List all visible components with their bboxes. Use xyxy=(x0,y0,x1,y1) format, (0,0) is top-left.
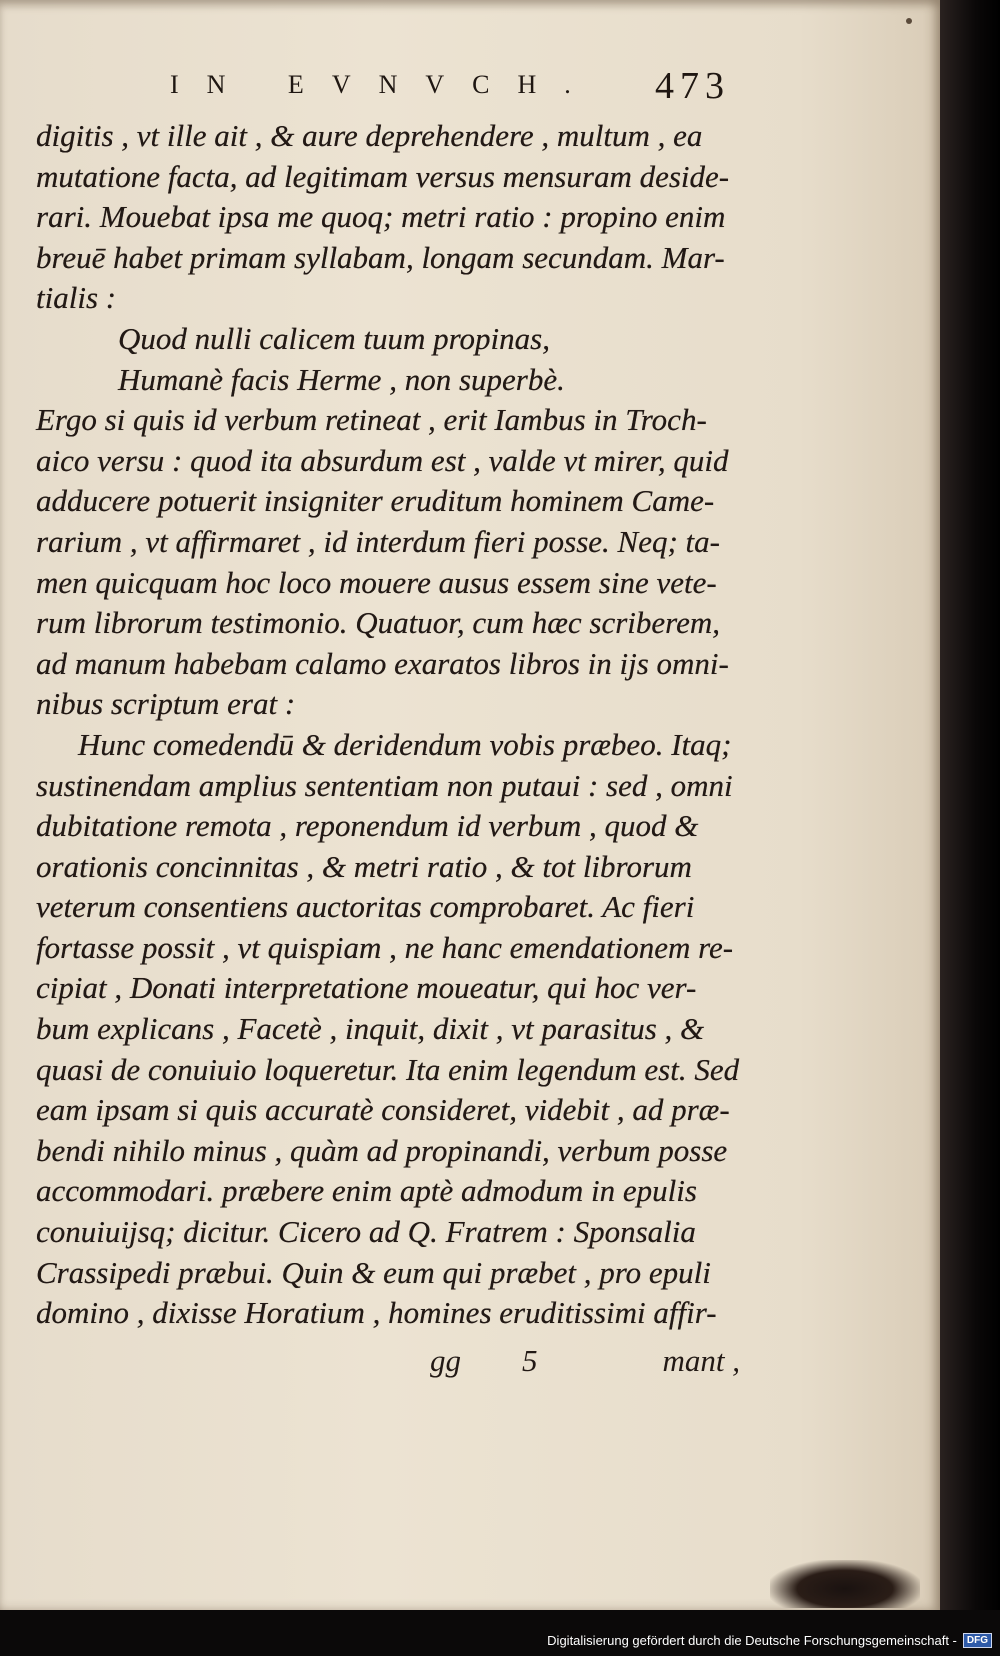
text-line: domino , dixisse Horatium , homines eruditissimi affir- xyxy=(36,1295,717,1331)
text-line: cipiat , Donati interpretatione moueatur, qui hoc ver- xyxy=(36,970,697,1006)
catchword: mant , xyxy=(662,1343,740,1378)
text-line: Crassipedi præbui. Quin & eum qui præbet , pro epuli xyxy=(36,1254,711,1290)
credit-text: Digitalisierung gefördert durch die Deutsche Forschungsgemeinschaft - xyxy=(547,1632,957,1648)
running-head-title: IN EVNVCH. xyxy=(170,70,599,99)
dfg-logo: DFG xyxy=(963,1633,992,1648)
page-number: 473 xyxy=(655,65,730,107)
text-line: conuiuijsq; dicitur. Cicero ad Q. Fratrem : Sponsalia xyxy=(36,1214,696,1250)
paper-speck xyxy=(906,18,912,24)
signature-mark: gg xyxy=(430,1343,461,1378)
text-line: breuē habet primam syllabam, longam secundam. Mar- xyxy=(36,239,725,275)
text-line: bum explicans , Facetè , inquit, dixit , vt parasitus , & xyxy=(36,1011,705,1047)
text-line: mutatione facta, ad legitimam versus mensuram deside- xyxy=(36,158,730,194)
running-head xyxy=(170,66,730,106)
page-footer xyxy=(430,1343,740,1383)
text-line: orationis concinnitas , & metri ratio , & tot librorum xyxy=(36,848,692,884)
text-line: dubitatione remota , reponendum id verbum , quod & xyxy=(36,808,699,844)
quoted-line: Hunc comedendū & deridendum vobis præbeo. Itaq; xyxy=(78,726,732,762)
text-line: aico versu : quod ita absurdum est , valde vt mirer, quid xyxy=(36,442,729,478)
text-line: men quicquam hoc loco mouere ausus essem sine vete- xyxy=(36,564,717,600)
text-line: rum librorum testimonio. Quatuor, cum hæc scriberem, xyxy=(36,605,720,641)
text-line: ad manum habebam calamo exaratos libros in ijs omni- xyxy=(36,645,729,681)
signature-number: 5 xyxy=(522,1343,538,1378)
text-line: accommodari. præbere enim aptè admodum in epulis xyxy=(36,1173,697,1209)
text-line: rarium , vt affirmaret , id interdum fieri posse. Neq; ta- xyxy=(36,523,720,559)
text-line: fortasse possit , vt quispiam , ne hanc emendationem re- xyxy=(36,929,734,965)
scan-background-right xyxy=(940,0,1000,1656)
text-line: veterum consentiens auctoritas comprobaret. Ac fieri xyxy=(36,889,695,925)
text-line: sustinendam amplius sententiam non putaui : sed , omni xyxy=(36,767,733,803)
text-line: eam ipsam si quis accuratè consideret, videbit , ad præ- xyxy=(36,1092,730,1128)
text-line: nibus scriptum erat : xyxy=(36,686,296,722)
verse-line: Humanè facis Herme , non superbè. xyxy=(118,361,565,397)
paper-damage-stain xyxy=(770,1560,920,1608)
body-text xyxy=(36,116,740,1334)
verse-line: Quod nulli calicem tuum propinas, xyxy=(118,320,550,356)
text-line: quasi de conuiuio loqueretur. Ita enim legendum est. Sed xyxy=(36,1051,740,1087)
digitization-credit xyxy=(547,1630,992,1650)
text-line: bendi nihilo minus , quàm ad propinandi, verbum posse xyxy=(36,1132,728,1168)
text-line: tialis : xyxy=(36,280,117,316)
text-line: adducere potuerit insigniter eruditum hominem Came- xyxy=(36,483,715,519)
text-line: Ergo si quis id verbum retineat , erit Iambus in Troch- xyxy=(36,402,707,438)
text-line: digitis , vt ille ait , & aure deprehendere , multum , ea xyxy=(36,118,703,153)
text-line: rari. Mouebat ipsa me quoq; metri ratio : propino enim xyxy=(36,199,726,235)
